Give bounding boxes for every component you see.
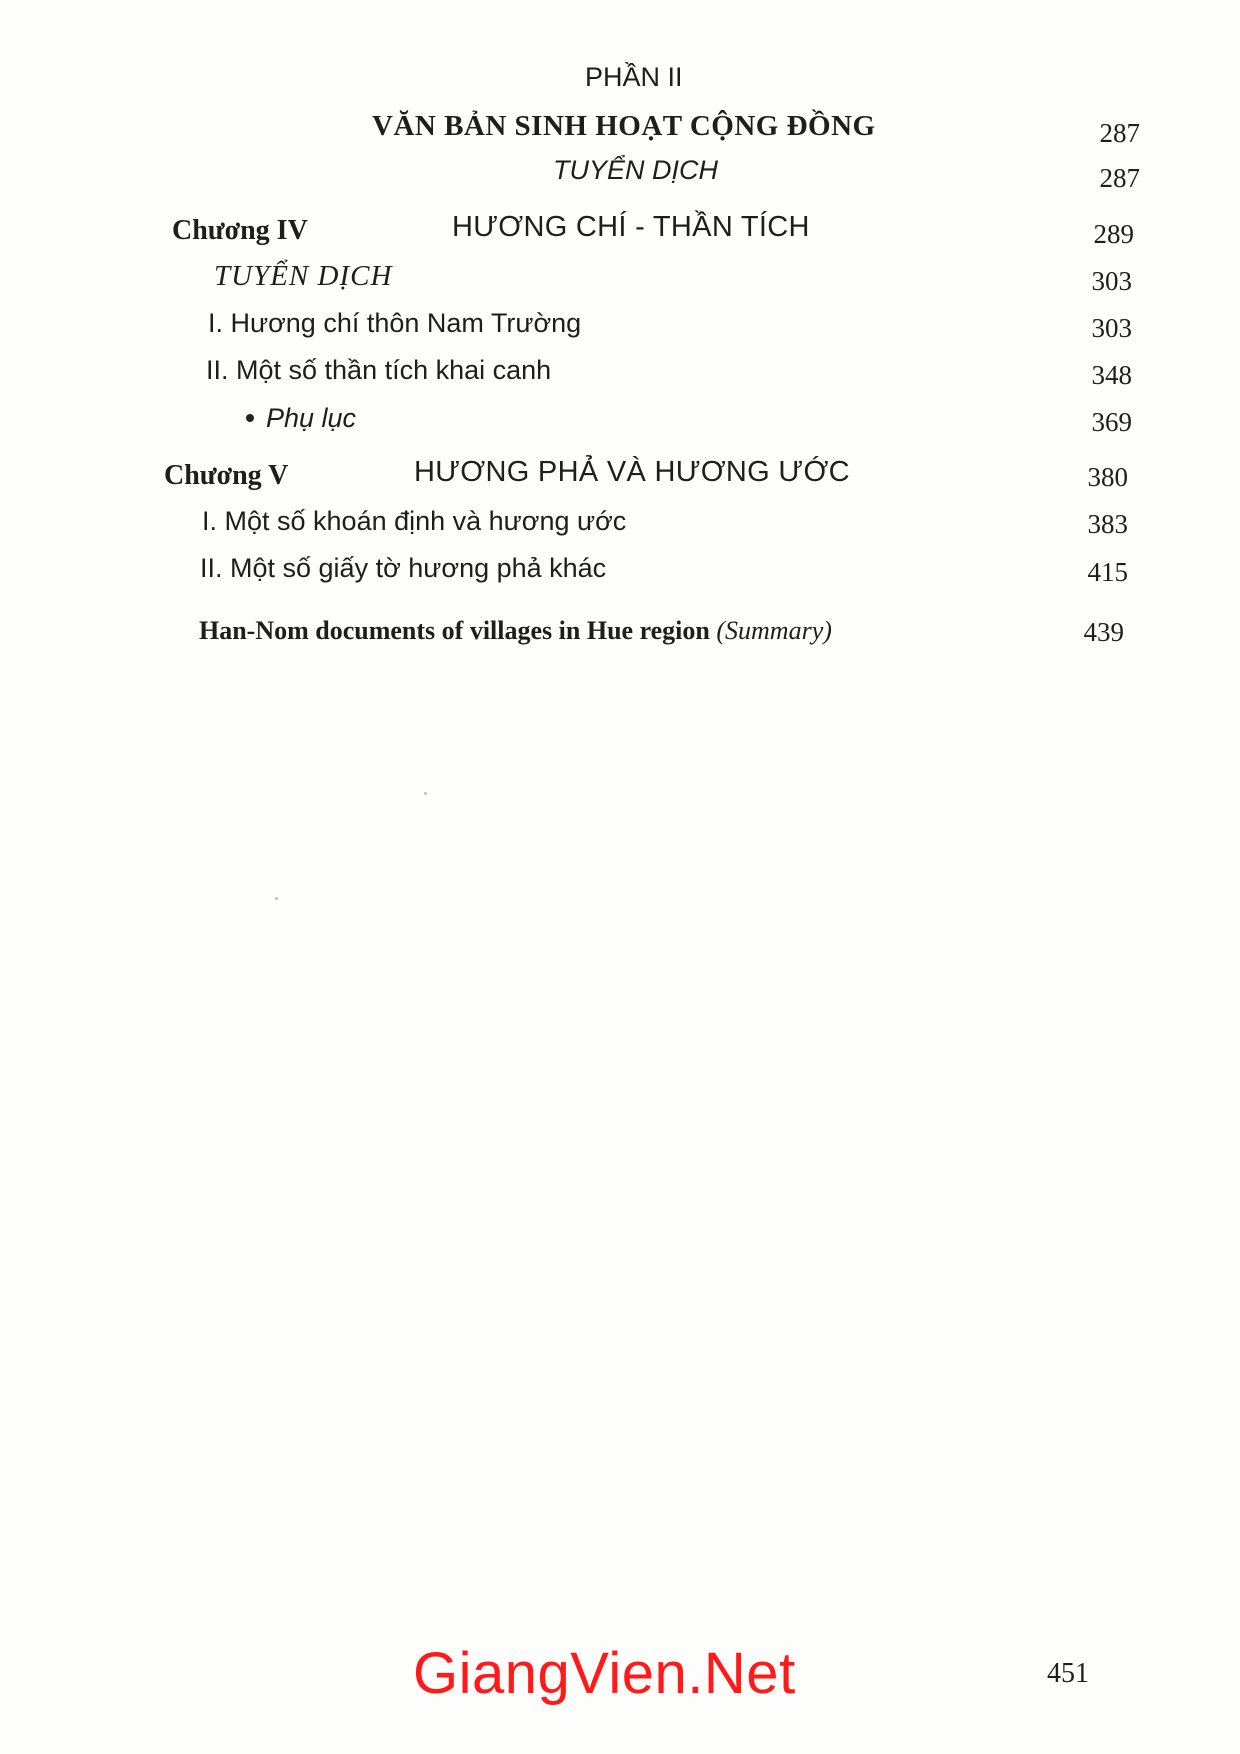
chapter-5-page: 380 <box>1087 462 1128 492</box>
chapter-4-page: 289 <box>1093 219 1134 249</box>
chapter-5-title: HƯƠNG PHẢ VÀ HƯƠNG ƯỚC <box>414 456 850 488</box>
part-subtitle: TUYỂN DỊCH <box>553 155 719 185</box>
chapter-4-label: Chương IV <box>172 215 308 246</box>
toc-entry-page: 415 <box>1087 557 1128 587</box>
scan-speck <box>424 792 427 795</box>
watermark-text: GiangVien.Net <box>413 1641 796 1706</box>
bullet-icon <box>246 414 254 422</box>
toc-entry-page: 303 <box>1091 313 1132 343</box>
chapter-4-section: TUYỂN DỊCH <box>214 260 393 292</box>
part-label: PHẦN II <box>585 62 683 92</box>
chapter-4-title: HƯƠNG CHÍ - THẦN TÍCH <box>452 211 810 243</box>
chapter-4-section-page: 303 <box>1091 266 1132 296</box>
part-subtitle-page: 287 <box>1099 163 1140 193</box>
summary-note: (Summary) <box>716 616 832 645</box>
appendix-entry <box>246 403 356 434</box>
summary-text: Han-Nom documents of villages in Hue region <box>199 616 710 645</box>
toc-entry: II. Một số giấy tờ hương phả khác <box>200 553 607 583</box>
chapter-5-label: Chương V <box>164 460 289 491</box>
toc-entry: II. Một số thần tích khai canh <box>206 355 552 385</box>
toc-entry-page: 383 <box>1087 509 1128 539</box>
toc-entry: I. Hương chí thôn Nam Trường <box>208 308 582 338</box>
appendix-page: 369 <box>1091 407 1132 437</box>
appendix-label: Phụ lục <box>266 403 357 433</box>
part-title-page: 287 <box>1099 118 1140 148</box>
page-number: 451 <box>1047 1658 1089 1689</box>
toc-entry: I. Một số khoán định và hương ước <box>202 506 627 536</box>
scan-speck <box>275 897 278 900</box>
toc-entry-page: 348 <box>1091 360 1132 390</box>
summary-entry <box>199 616 832 646</box>
part-title: VĂN BẢN SINH HOẠT CỘNG ĐỒNG <box>372 110 876 142</box>
summary-page: 439 <box>1083 617 1124 647</box>
